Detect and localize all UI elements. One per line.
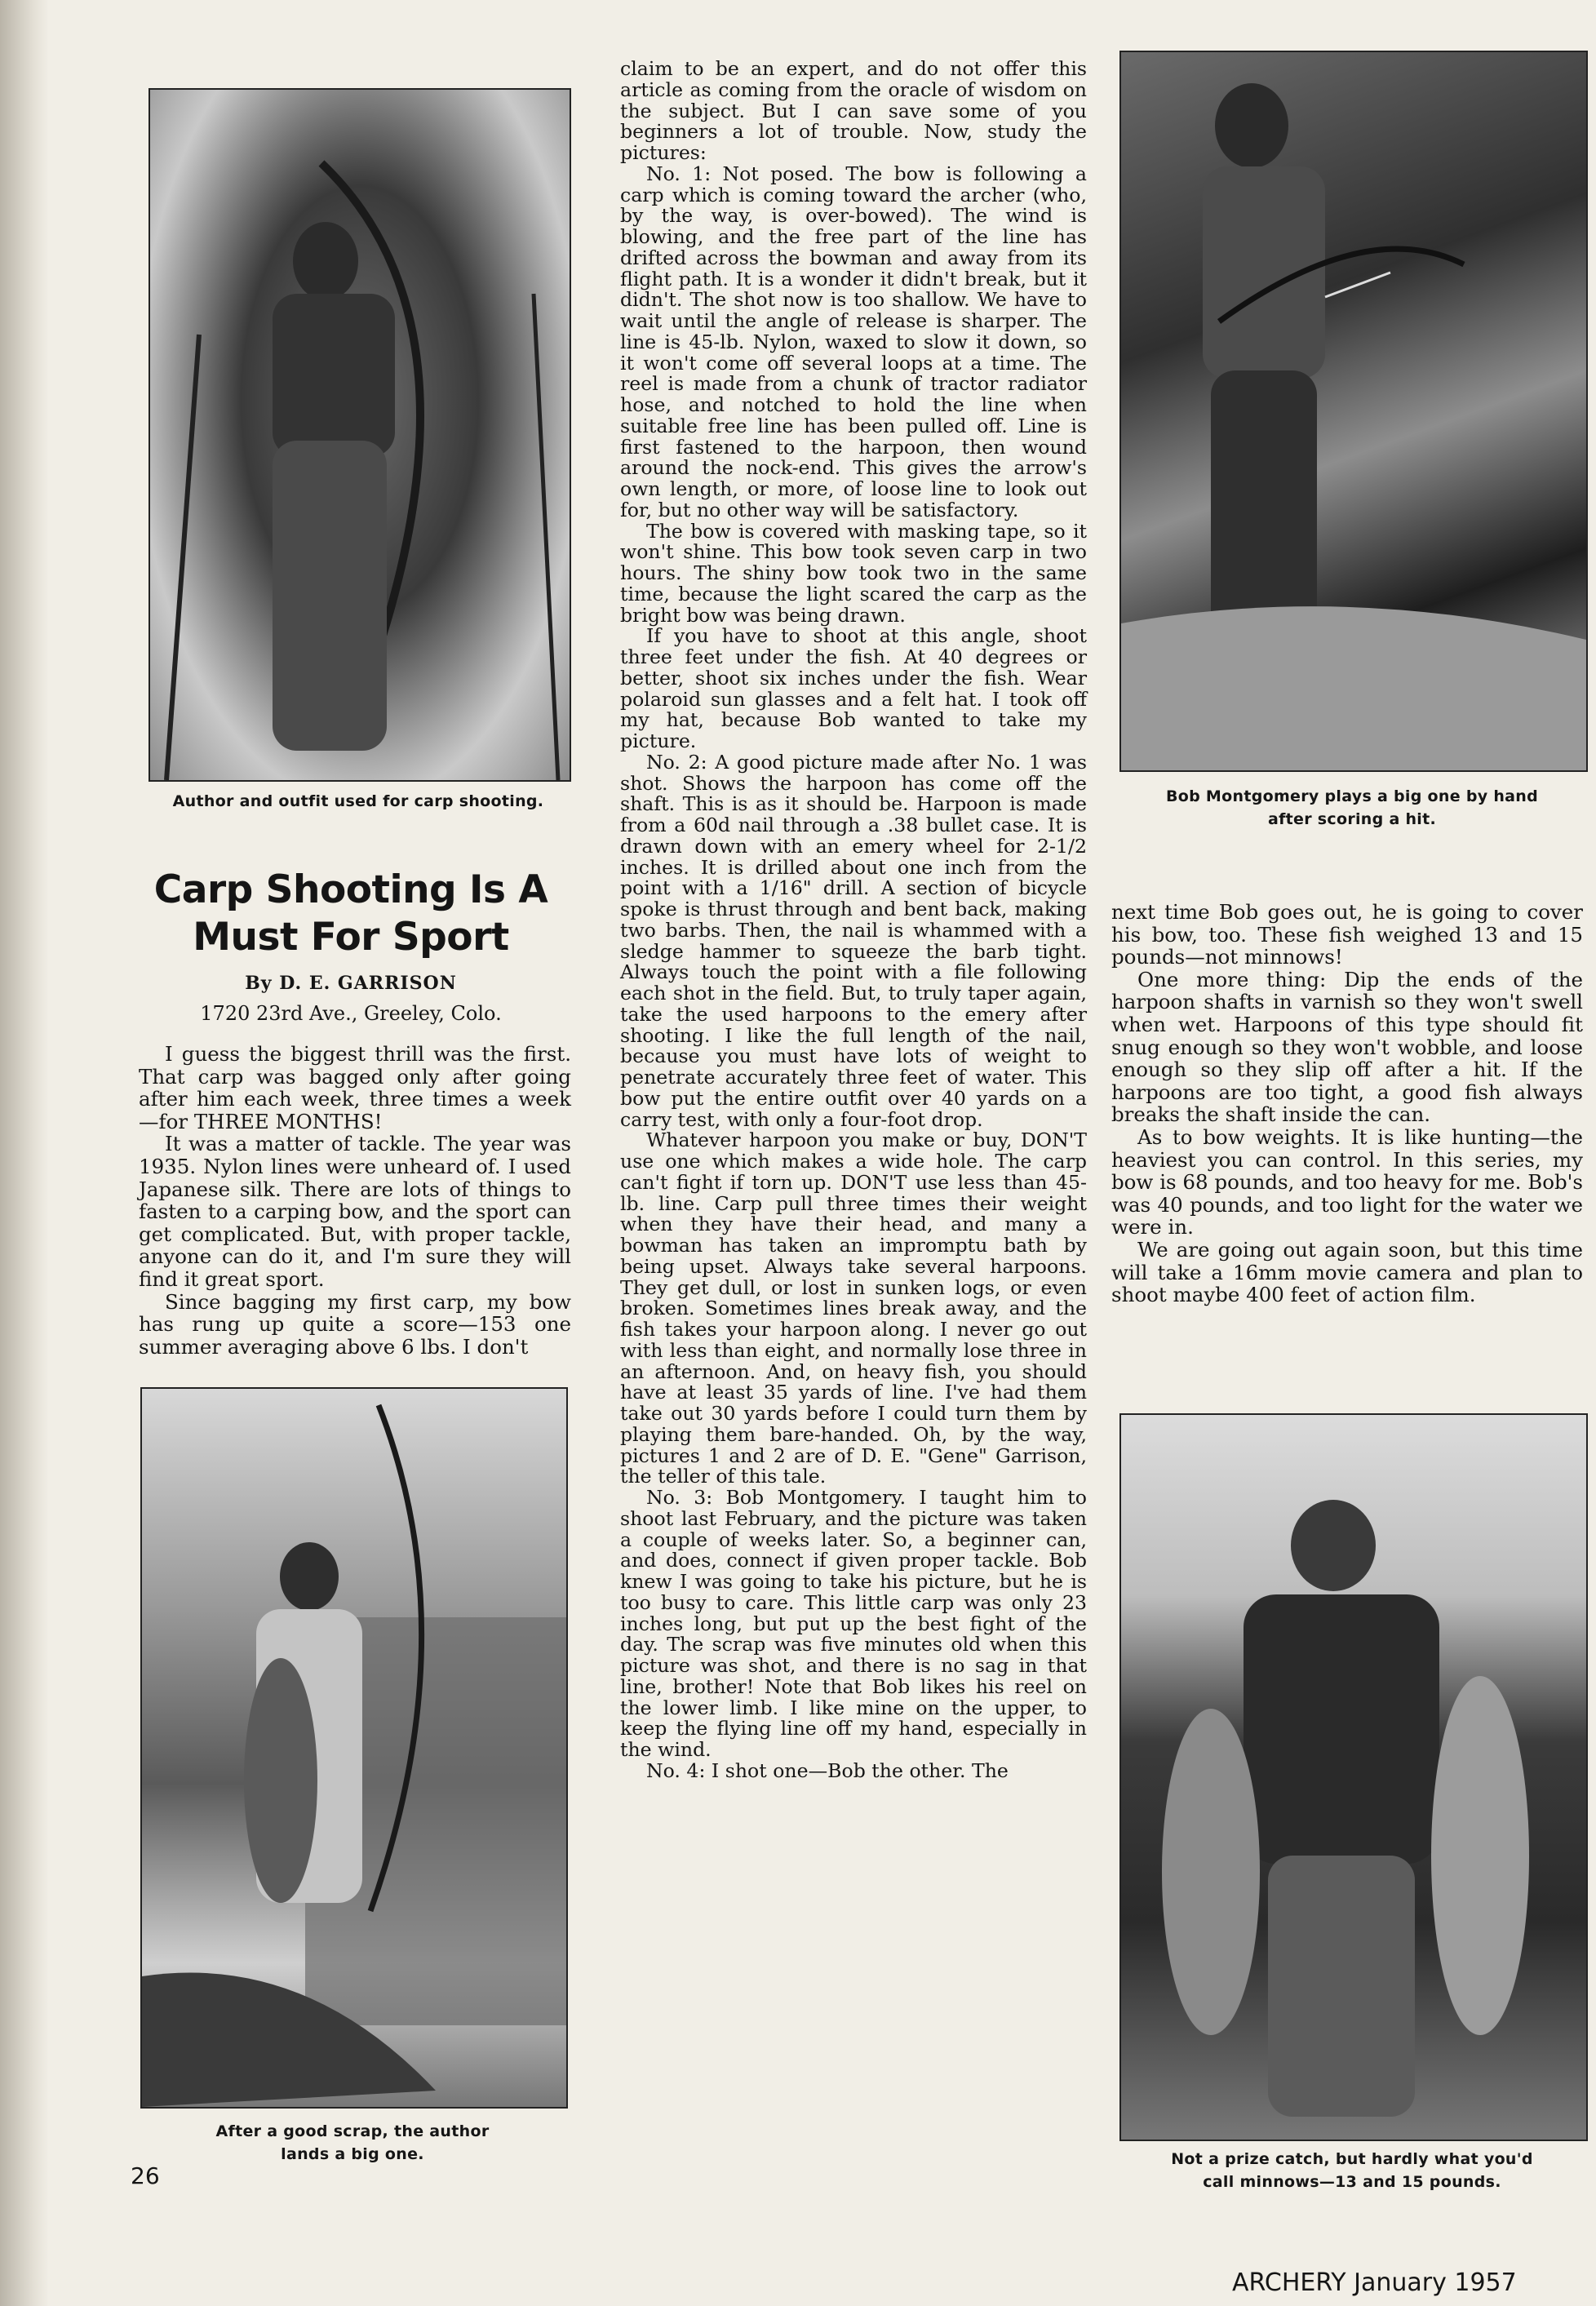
caption-line-2: after scoring a hit. <box>1267 810 1437 828</box>
paragraph: As to bow weights. It is like hunting—the heaviest you can control. In this series, my bow is 68 pounds, and too heavy for me. Bob's was 40 pounds, and too light for the water we were in. <box>1111 1124 1583 1239</box>
caption-line-2: call minnows—13 and 15 pounds. <box>1203 2173 1501 2191</box>
photo-author-caption <box>149 790 568 813</box>
photo-author-with-bow <box>149 88 571 782</box>
photo-author-with-bow-image <box>150 90 570 780</box>
paragraph: No. 4: I shot one—Bob the other. The <box>646 1758 1009 1782</box>
paragraph: The bow is covered with masking tape, so it won't shine. This bow took seven carp in two hours. The shiny bow took two in the same time, because the light scared the carp as the bright bow was being drawn. <box>620 519 1087 627</box>
paragraph: Since bagging my first carp, my bow has rung up quite a score—153 one summer averaging above 6 lbs. I don't <box>139 1289 571 1359</box>
caption-line-2: lands a big one. <box>281 2145 424 2163</box>
caption-text: Author and outfit used for carp shooting. <box>172 792 544 810</box>
photo-bob-playing-fish <box>1119 51 1588 772</box>
paragraph: No. 2: A good picture made after No. 1 was shot. Shows the harpoon has come off the shaft. This is as it should be. Harpoon is made from a 60d nail through a .38 bullet case. It is drawn down with an emery wheel for 2-1/2 inches. It is drilled about one inch from the point with a 1/16" drill. A section of bicycle spoke is thrust through and bent back, making two barbs. Then, the nail is whammed with a sledge hammer to squeeze the barb tight. Always touch the point with a file following each shot in the field. But, to truly taper again, take the used harpoons to the emery after shooting. I like the full length of the nail, because you must have lots of weight to penetrate accurately three feet of water. This bow put the entire outfit over 40 yards on a carry test, with only a four-foot drop. <box>620 750 1087 1131</box>
photo-bob-caption <box>1119 785 1585 831</box>
photo-two-carp <box>1119 1413 1588 2141</box>
column-3-text <box>1111 901 1583 1306</box>
article-byline: By D. E. GARRISON <box>245 973 457 994</box>
paragraph: I guess the biggest thrill was the first. That carp was bagged only after going after him each week, three times a week—for THREE MONTHS! <box>139 1042 571 1133</box>
paragraph: It was a matter of tackle. The year was 1935. Nylon lines were unheard of. I used Japanese silk. There are lots of things to fasten to a carping bow, and the sport can get complicated. But, with proper tackle, anyone can do it, and I'm sure they will find it great sport. <box>139 1132 571 1291</box>
photo-author-landing-carp-image <box>142 1389 566 2107</box>
paragraph: claim to be an expert, and do not offer this article as coming from the oracle of wisdom on the subject. But I can save some of you beginners a lot of trouble. Now, study the pictures: <box>620 57 1087 164</box>
author-address: 1720 23rd Ave., Greeley, Colo. <box>200 1002 502 1025</box>
photo-two-carp-image <box>1121 1415 1586 2140</box>
photo-bob-playing-fish-image <box>1121 52 1586 770</box>
photo-author-landing-caption <box>140 2120 565 2166</box>
article-title <box>131 867 571 961</box>
column-2-text <box>620 59 1087 1782</box>
magazine-footer: ARCHERY January 1957 <box>1232 2268 1517 2297</box>
page-gutter-shadow <box>0 0 49 2306</box>
photo-author-landing-carp <box>140 1387 568 2109</box>
paragraph: next time Bob goes out, he is going to cover his bow, too. These fish weighed 13 and 15 pounds—not minnows! <box>1111 900 1583 969</box>
paragraph: We are going out again soon, but this time will take a 16mm movie camera and plan to shoot maybe 400 feet of action film. <box>1111 1237 1583 1307</box>
paragraph: No. 3: Bob Montgomery. I taught him to shoot last February, and the picture was taken a couple of weeks later. So, a beginner can, and does, connect if given proper tackle. Bob knew I was going to take his picture, but he is too busy to care. This little carp was only 23 inches long, but put up the best fight of the day. The scrap was five minutes old when this picture was shot, and there is no sag in that line, brother! Note that Bob likes his reel on the lower limb. I like mine on the upper, to keep the flying line off my hand, especially in the wind. <box>620 1486 1087 1761</box>
caption-line-1: Not a prize catch, but hardly what you'd <box>1171 2150 1533 2168</box>
caption-line-1: Bob Montgomery plays a big one by hand <box>1165 787 1538 805</box>
paragraph: If you have to shoot at this angle, shoot three feet under the fish. At 40 degrees or better, shoot six inches under the fish. Wear polaroid sun glasses and a felt hat. I took off my hat, because Bob wanted to take my picture. <box>620 624 1087 752</box>
paragraph: No. 1: Not posed. The bow is following a carp which is coming toward the archer (who, by the way, is over-bowed). The wind is blowing, and the free part of the line has drifted across the bowman and away from its flight path. It is a wonder it didn't break, but it didn't. The shot now is too shallow. We have to wait until the angle of release is sharper. The line is 45-lb. Nylon, waxed to slow it down, so it won't come off several loops at a time. The reel is made from a chunk of tractor radiator hose, and notched to hold the line when suitable free line has been pulled off. Line is first fastened to the harpoon, then wound around the nock-end. This gives the arrow's own length, or more, of loose line to look out for, but no other way will be satisfactory. <box>620 162 1087 521</box>
paragraph: One more thing: Dip the ends of the harpoon shafts in varnish so they won't swell when wet. Harpoons of this type should fit snug enough so they won't wobble, and loose enough so they slip off after a hit. If the harpoons are too tight, a good fish always breaks the shaft inside the can. <box>1111 967 1583 1127</box>
column-1-text <box>139 1043 571 1358</box>
article-title-line-1: Carp Shooting Is A <box>153 867 548 912</box>
page-number: 26 <box>131 2162 160 2189</box>
photo-two-carp-caption <box>1119 2148 1585 2193</box>
article-title-line-2: Must For Sport <box>193 915 509 960</box>
caption-line-1: After a good scrap, the author <box>215 2122 490 2140</box>
paragraph: Whatever harpoon you make or buy, DON'T use one which makes a wide hole. The carp can't fight if torn up. DON'T use less than 45-lb. line. Carp pull three times their weight when they have their head, and many a bowman has taken an impromptu bath by being upset. Always take several harpoons. They get dull, or lost in sunken logs, or even broken. Sometimes lines break away, and the fish takes your harpoon along. I never go out with less than eight, and normally lose three in an afternoon. And, on heavy fish, you should have at least 35 yards of line. I've had them take out 30 yards before I could turn them by playing them bare-handed. Oh, by the way, pictures 1 and 2 are of D. E. "Gene" Garrison, the teller of this tale. <box>620 1129 1087 1488</box>
